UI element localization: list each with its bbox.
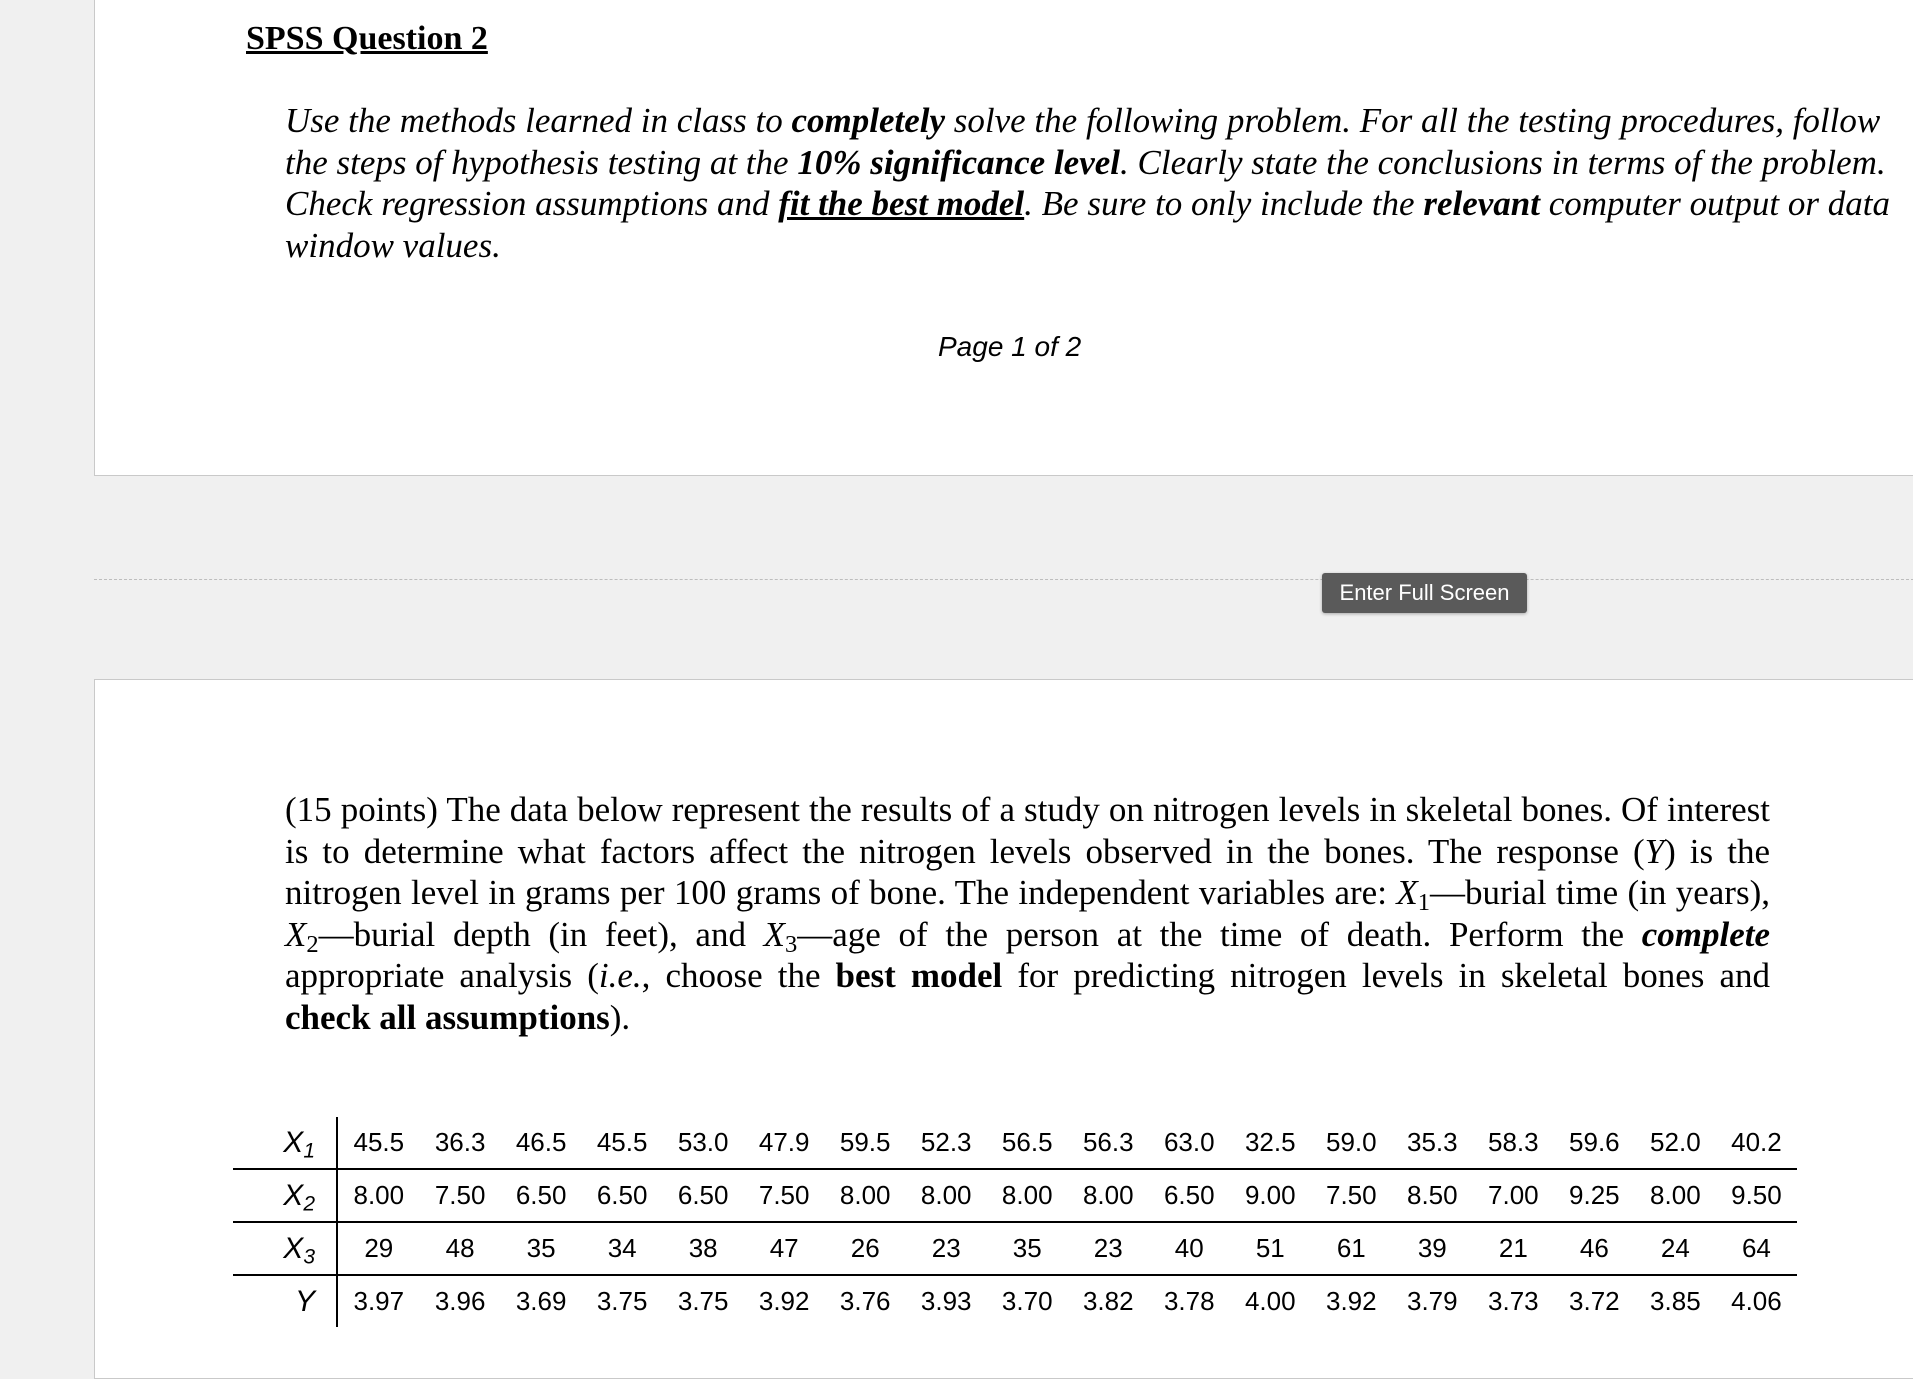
emphasis-best-model: best model xyxy=(835,956,1003,995)
table-cell: 6.50 xyxy=(501,1169,582,1222)
table-cell: 4.00 xyxy=(1244,1286,1296,1316)
table-cell: 21 xyxy=(1473,1222,1554,1275)
table-cell: 3.92 xyxy=(758,1286,810,1316)
variable-subscript: 1 xyxy=(303,1138,315,1162)
problem-text: —burial depth (in feet), and xyxy=(318,914,764,954)
table-cell: 3.79 xyxy=(1407,1286,1458,1316)
table-cell: 51 xyxy=(1230,1222,1311,1275)
table-cell: 8.00 xyxy=(1068,1169,1149,1222)
table-cell: 3.85 xyxy=(1650,1286,1701,1316)
row-variable-label xyxy=(233,1117,337,1169)
page-break-divider xyxy=(94,579,1913,580)
instructions-text: solve the following problem. For all the testing procedures, follow the steps of hypothesis testing at the xyxy=(285,101,1881,182)
variable-subscript: 2 xyxy=(303,1191,315,1215)
table-cell: 26 xyxy=(825,1222,906,1275)
problem-text: ) is the nitrogen level in grams per 100 grams of bone. The independent variables are: xyxy=(285,831,1770,912)
table-cell: 46 xyxy=(1554,1222,1635,1275)
table-cell: 38 xyxy=(663,1222,744,1275)
table-cell: 29 xyxy=(337,1222,420,1275)
enter-full-screen-button[interactable]: Enter Full Screen xyxy=(1322,573,1527,613)
table-cell: 8.00 xyxy=(1635,1169,1716,1222)
page-number: Page 1 of 2 xyxy=(938,331,1082,362)
table-cell: 4.06 xyxy=(1731,1286,1782,1316)
table-cell: 9.50 xyxy=(1716,1169,1797,1222)
data-table-body xyxy=(233,1117,1797,1327)
table-cell: 3.73 xyxy=(1488,1286,1539,1316)
table-cell: 6.50 xyxy=(663,1169,744,1222)
table-cell: 3.75 xyxy=(596,1286,648,1316)
table-cell: 35 xyxy=(501,1222,582,1275)
instructions-paragraph xyxy=(285,100,1913,266)
problem-text: —burial time (in years), xyxy=(1429,873,1770,912)
variable-y: Y xyxy=(1644,831,1665,871)
table-row xyxy=(233,1169,1797,1222)
table-cell: 3.82 xyxy=(1082,1286,1134,1316)
table-cell: 3.78 xyxy=(1163,1286,1215,1316)
table-cell: 3.75 xyxy=(677,1286,729,1316)
table-cell: 45.5 xyxy=(582,1117,663,1169)
table-cell: 6.50 xyxy=(582,1169,663,1222)
variable-name: Y xyxy=(294,1284,315,1318)
table-cell: 35.3 xyxy=(1392,1117,1473,1169)
variable-name: X xyxy=(283,1125,304,1159)
table-row xyxy=(233,1222,1797,1275)
emphasis-fit-best-model: fit the best model xyxy=(778,184,1025,223)
table-cell: 7.00 xyxy=(1473,1169,1554,1222)
table-cell: 8.00 xyxy=(825,1169,906,1222)
problem-paragraph xyxy=(285,789,1770,1038)
subscript-1: 1 xyxy=(1417,889,1430,917)
table-cell: 40 xyxy=(1149,1222,1230,1275)
table-cell: 3.69 xyxy=(515,1286,567,1316)
table-cell: 56.3 xyxy=(1068,1117,1149,1169)
instructions-text: . Be sure to only include the xyxy=(1024,184,1424,223)
table-cell: 3.76 xyxy=(839,1286,891,1316)
nitrogen-data-table xyxy=(233,1117,1797,1327)
table-cell: 52.0 xyxy=(1635,1117,1716,1169)
table-cell: 7.50 xyxy=(420,1169,501,1222)
table-cell: 59.0 xyxy=(1311,1117,1392,1169)
emphasis-relevant: relevant xyxy=(1423,184,1540,223)
table-cell: 34 xyxy=(582,1222,663,1275)
instructions-text: computer output or data window values. xyxy=(285,184,1890,265)
table-cell: 7.50 xyxy=(1311,1169,1392,1222)
table-cell: 64 xyxy=(1716,1222,1797,1275)
table-cell: 59.5 xyxy=(825,1117,906,1169)
table-cell: 7.50 xyxy=(744,1169,825,1222)
table-cell: 3.93 xyxy=(920,1286,972,1316)
table-cell: 9.25 xyxy=(1554,1169,1635,1222)
variable-x1: X xyxy=(1396,873,1418,912)
instructions-text: Use the methods learned in class to xyxy=(285,101,792,140)
document-page-2 xyxy=(94,679,1913,1379)
table-row xyxy=(233,1117,1797,1169)
table-cell: 45.5 xyxy=(337,1117,420,1169)
table-cell: 59.6 xyxy=(1554,1117,1635,1169)
variable-x3: X xyxy=(763,914,786,954)
table-cell: 40.2 xyxy=(1716,1117,1797,1169)
table-cell: 3.72 xyxy=(1569,1286,1620,1316)
table-cell: 24 xyxy=(1635,1222,1716,1275)
subscript-3: 3 xyxy=(785,930,798,958)
table-cell: 46.5 xyxy=(501,1117,582,1169)
problem-text: appropriate analysis ( xyxy=(285,956,599,995)
table-cell: 8.00 xyxy=(906,1169,987,1222)
problem-text: ). xyxy=(609,997,631,1037)
table-cell: 52.3 xyxy=(906,1117,987,1169)
instructions-text: . Clearly state the conclusions in terms of the problem. Check regression assumptions and xyxy=(285,142,1886,223)
table-cell: 3.92 xyxy=(1325,1286,1377,1316)
variable-subscript: 3 xyxy=(303,1244,315,1268)
subscript-2: 2 xyxy=(306,930,319,958)
row-variable-label xyxy=(233,1275,337,1327)
table-cell: 8.00 xyxy=(337,1169,420,1222)
table-cell: 23 xyxy=(1068,1222,1149,1275)
variable-name: X xyxy=(283,1231,304,1265)
table-cell: 3.70 xyxy=(1001,1286,1053,1316)
table-cell: 32.5 xyxy=(1230,1117,1311,1169)
row-variable-label xyxy=(233,1222,337,1275)
table-cell: 6.50 xyxy=(1149,1169,1230,1222)
table-cell: 3.96 xyxy=(434,1286,486,1316)
question-heading: SPSS Question 2 xyxy=(246,20,488,57)
emphasis-significance-level: 10% significance level xyxy=(797,142,1121,182)
emphasis-completely: completely xyxy=(791,101,946,140)
table-cell: 8.50 xyxy=(1392,1169,1473,1222)
table-cell: 58.3 xyxy=(1473,1117,1554,1169)
document-page-1 xyxy=(94,0,1913,476)
table-cell: 61 xyxy=(1311,1222,1392,1275)
problem-text: for predicting nitrogen levels in skeletal bones and xyxy=(1002,956,1771,995)
table-cell: 47 xyxy=(744,1222,825,1275)
table-cell: 39 xyxy=(1392,1222,1473,1275)
emphasis-complete: complete xyxy=(1641,914,1770,954)
table-cell: 36.3 xyxy=(420,1117,501,1169)
table-cell: 35 xyxy=(987,1222,1068,1275)
emphasis-check-assumptions: check all assumptions xyxy=(285,997,610,1037)
table-cell: 56.5 xyxy=(987,1117,1068,1169)
problem-text: (15 points) The data below represent the results of a study on nitrogen levels in skeletal bones. Of interest is to determine what factors affect the nitrogen levels observed in the bones. The response ( xyxy=(285,790,1770,871)
table-cell: 47.9 xyxy=(744,1117,825,1169)
table-cell: 63.0 xyxy=(1149,1117,1230,1169)
row-variable-label xyxy=(233,1169,337,1222)
table-cell: 8.00 xyxy=(987,1169,1068,1222)
variable-name: X xyxy=(283,1178,304,1212)
table-cell: 3.97 xyxy=(353,1286,405,1316)
variable-x2: X xyxy=(285,914,307,954)
abbreviation-ie: i.e. xyxy=(598,956,642,995)
problem-text: , choose the xyxy=(641,956,836,995)
table-cell: 9.00 xyxy=(1230,1169,1311,1222)
table-row xyxy=(233,1275,1797,1327)
table-cell: 53.0 xyxy=(663,1117,744,1169)
table-cell: 23 xyxy=(906,1222,987,1275)
problem-text: —age of the person at the time of death. Perform the xyxy=(797,914,1642,954)
table-cell: 48 xyxy=(420,1222,501,1275)
